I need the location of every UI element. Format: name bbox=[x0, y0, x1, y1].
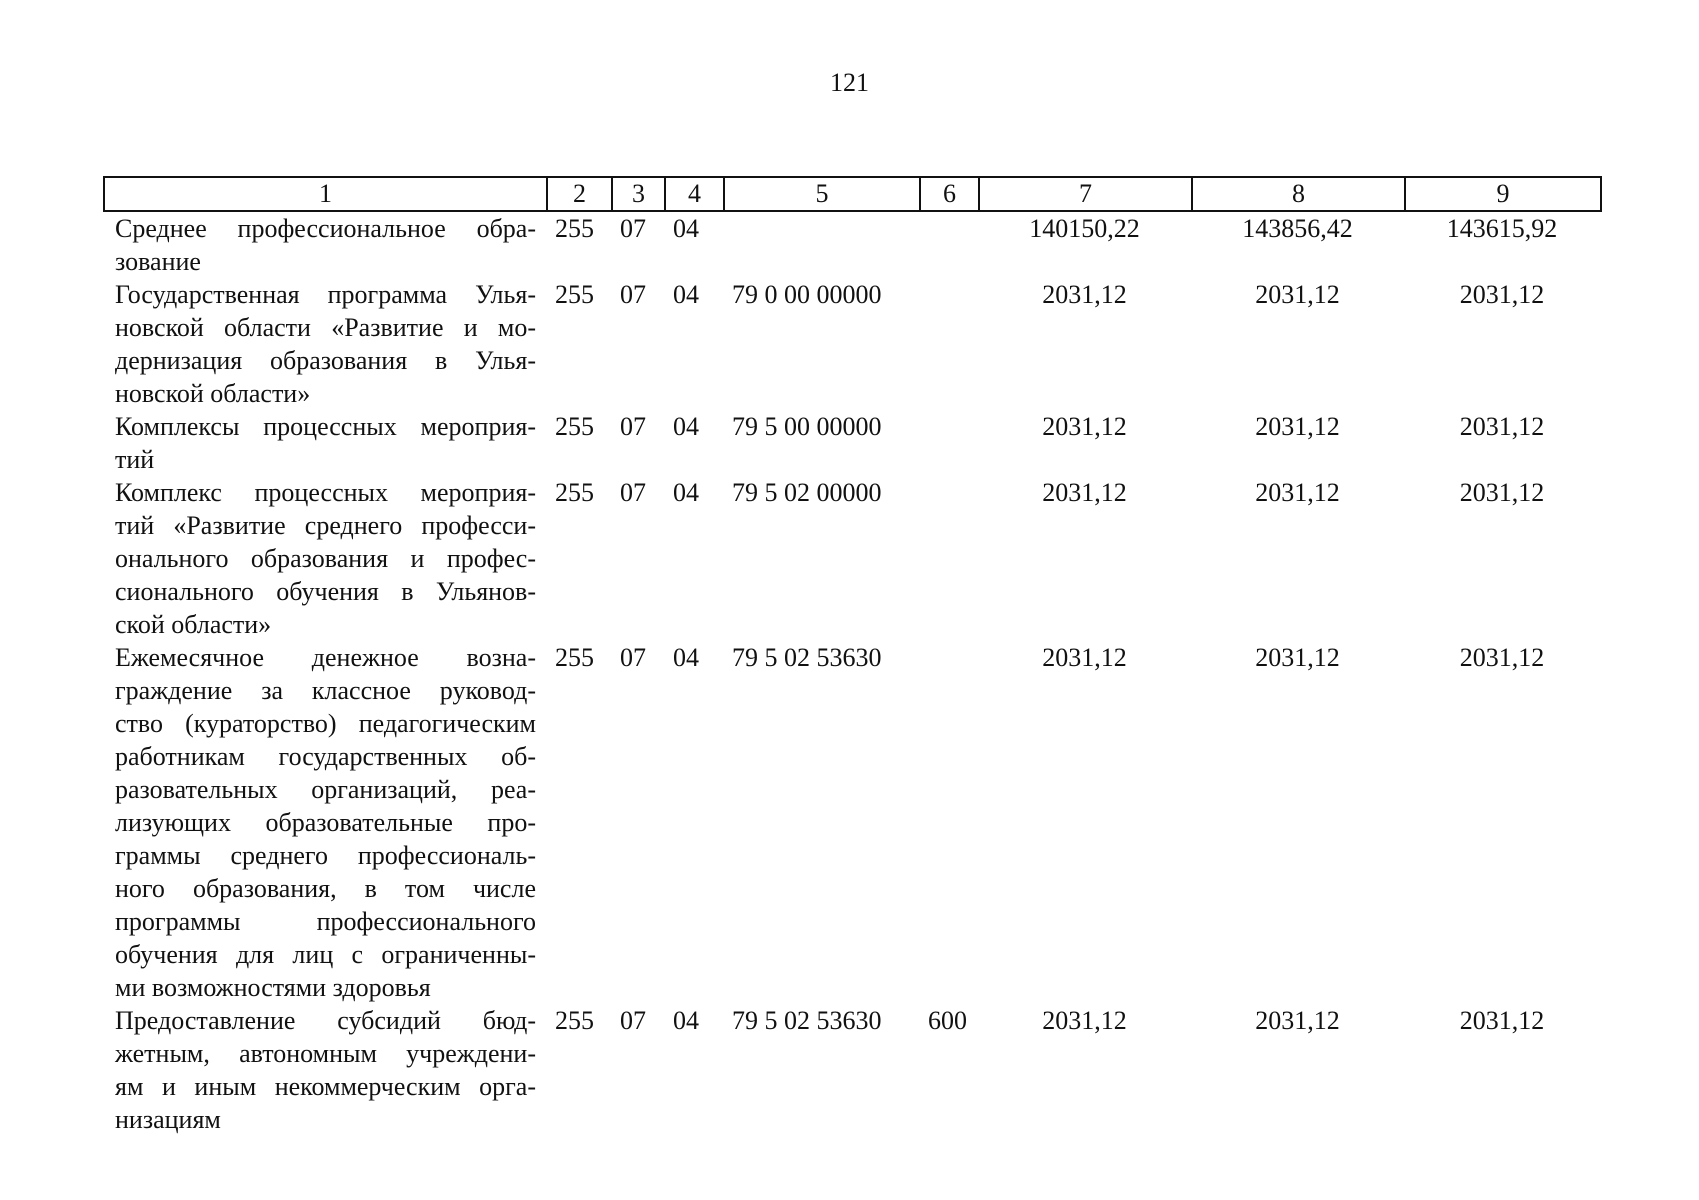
row-name-line: Ежемесячное денежное возна- bbox=[115, 643, 536, 672]
row-name bbox=[103, 278, 546, 410]
row-expense-type bbox=[919, 410, 978, 476]
row-name-line: сионального обучения в Ульянов- bbox=[115, 577, 536, 606]
row-name-line: дернизация образования в Улья- bbox=[115, 346, 536, 375]
row-value-8: 2031,12 bbox=[1255, 643, 1340, 672]
row-name bbox=[103, 1004, 546, 1136]
header-col-6: 6 bbox=[920, 177, 979, 211]
row-name-line: новской области» bbox=[115, 379, 311, 408]
row-subsection-2: 04 bbox=[673, 478, 699, 507]
row-subsection-2: 04 bbox=[673, 1006, 699, 1035]
row-name-line: Государственная программа Улья- bbox=[115, 280, 536, 309]
row-target-article: 79 0 00 00000 bbox=[732, 280, 882, 309]
row-value-8: 143856,42 bbox=[1242, 214, 1353, 243]
row-expense-type bbox=[919, 641, 978, 1004]
row-name bbox=[103, 410, 546, 476]
header-col-7: 7 bbox=[979, 177, 1192, 211]
row-section: 255 bbox=[555, 412, 594, 441]
row-name-line: тий bbox=[115, 445, 155, 474]
row-value-9: 2031,12 bbox=[1459, 412, 1545, 441]
row-name-line: обучения для лиц с ограниченны- bbox=[115, 940, 536, 969]
header-col-9: 9 bbox=[1405, 177, 1601, 211]
row-subsection: 07 bbox=[620, 280, 646, 309]
row-expense-type bbox=[919, 278, 978, 410]
row-subsection: 07 bbox=[620, 214, 646, 243]
row-name-line: разовательных организаций, реа- bbox=[115, 775, 536, 804]
row-section: 255 bbox=[555, 1006, 594, 1035]
row-name-line: лизующих образовательные про- bbox=[115, 808, 536, 837]
row-value-7: 140150,22 bbox=[1029, 214, 1140, 243]
row-value-7: 2031,12 bbox=[1042, 280, 1127, 309]
row-target-article: 79 5 02 53630 bbox=[732, 1006, 882, 1035]
row-value-9: 2031,12 bbox=[1459, 643, 1545, 672]
row-name-line: жетным, автономным учреждени- bbox=[115, 1039, 536, 1068]
row-expense-type bbox=[919, 476, 978, 641]
row-subsection: 07 bbox=[620, 1006, 646, 1035]
row-subsection: 07 bbox=[620, 478, 646, 507]
row-subsection-2: 04 bbox=[673, 412, 699, 441]
row-subsection: 07 bbox=[620, 643, 646, 672]
row-name bbox=[103, 212, 546, 278]
row-target-article: 79 5 02 00000 bbox=[732, 478, 882, 507]
row-section: 255 bbox=[555, 643, 594, 672]
row-section: 255 bbox=[555, 214, 594, 243]
table-body bbox=[103, 212, 1600, 1136]
row-value-7: 2031,12 bbox=[1042, 412, 1127, 441]
row-name-line: работникам государственных об- bbox=[115, 742, 536, 771]
header-col-5: 5 bbox=[724, 177, 920, 211]
row-subsection-2: 04 bbox=[673, 280, 699, 309]
row-subsection-2: 04 bbox=[673, 643, 699, 672]
row-value-8: 2031,12 bbox=[1255, 478, 1340, 507]
row-name-line: Комплексы процессных мероприя- bbox=[115, 412, 536, 441]
row-name-line: Комплекс процессных мероприя- bbox=[115, 478, 536, 507]
table-row bbox=[103, 278, 1600, 410]
row-name-line: зование bbox=[115, 247, 201, 276]
row-value-8: 2031,12 bbox=[1255, 280, 1340, 309]
row-name-line: ного образования, в том числе bbox=[115, 874, 536, 903]
table-row bbox=[103, 212, 1600, 278]
table-header bbox=[103, 176, 1602, 212]
row-expense-type: 600 bbox=[928, 1006, 967, 1035]
row-target-article bbox=[723, 212, 919, 278]
row-value-9: 2031,12 bbox=[1459, 478, 1545, 507]
row-name bbox=[103, 641, 546, 1004]
row-name-line: граждение за классное руковод- bbox=[115, 676, 536, 705]
row-name-line: новской области «Развитие и мо- bbox=[115, 313, 536, 342]
row-value-8: 2031,12 bbox=[1255, 412, 1340, 441]
row-name-line: онального образования и профес- bbox=[115, 544, 536, 573]
row-name-line: программы профессионального bbox=[115, 907, 536, 936]
header-col-1: 1 bbox=[104, 177, 547, 211]
page-number: 121 bbox=[830, 68, 869, 97]
row-name-line: ской области» bbox=[115, 610, 272, 639]
table-row bbox=[103, 641, 1600, 1004]
row-name-line: граммы среднего профессиональ- bbox=[115, 841, 536, 870]
header-col-3: 3 bbox=[612, 177, 665, 211]
budget-table bbox=[103, 212, 1600, 1136]
row-expense-type bbox=[919, 212, 978, 278]
row-value-9: 143615,92 bbox=[1446, 214, 1558, 243]
row-name-line: Среднее профессиональное обра- bbox=[115, 214, 536, 243]
header-col-4: 4 bbox=[665, 177, 724, 211]
row-target-article: 79 5 02 53630 bbox=[732, 643, 882, 672]
header-col-2: 2 bbox=[547, 177, 612, 211]
row-name-line: ми возможностями здоровья bbox=[115, 973, 431, 1002]
header-col-8: 8 bbox=[1192, 177, 1405, 211]
row-name-line: ям и иным некоммерческим орга- bbox=[115, 1072, 536, 1101]
row-name-line: низациям bbox=[115, 1105, 221, 1134]
row-value-9: 2031,12 bbox=[1459, 280, 1545, 309]
row-subsection: 07 bbox=[620, 412, 646, 441]
row-subsection-2: 04 bbox=[673, 214, 699, 243]
row-value-7: 2031,12 bbox=[1042, 1006, 1127, 1035]
row-name-line: тий «Развитие среднего професси- bbox=[115, 511, 536, 540]
row-target-article: 79 5 00 00000 bbox=[732, 412, 882, 441]
table-row bbox=[103, 1004, 1600, 1136]
row-section: 255 bbox=[555, 280, 594, 309]
row-value-7: 2031,12 bbox=[1042, 478, 1127, 507]
row-name-line: Предоставление субсидий бюд- bbox=[115, 1006, 536, 1035]
row-section: 255 bbox=[555, 478, 594, 507]
table-row bbox=[103, 476, 1600, 641]
table-row bbox=[103, 410, 1600, 476]
row-name-line: ство (кураторство) педагогическим bbox=[115, 709, 536, 738]
row-value-7: 2031,12 bbox=[1042, 643, 1127, 672]
row-value-9: 2031,12 bbox=[1459, 1006, 1545, 1035]
row-value-8: 2031,12 bbox=[1255, 1006, 1340, 1035]
row-name bbox=[103, 476, 546, 641]
